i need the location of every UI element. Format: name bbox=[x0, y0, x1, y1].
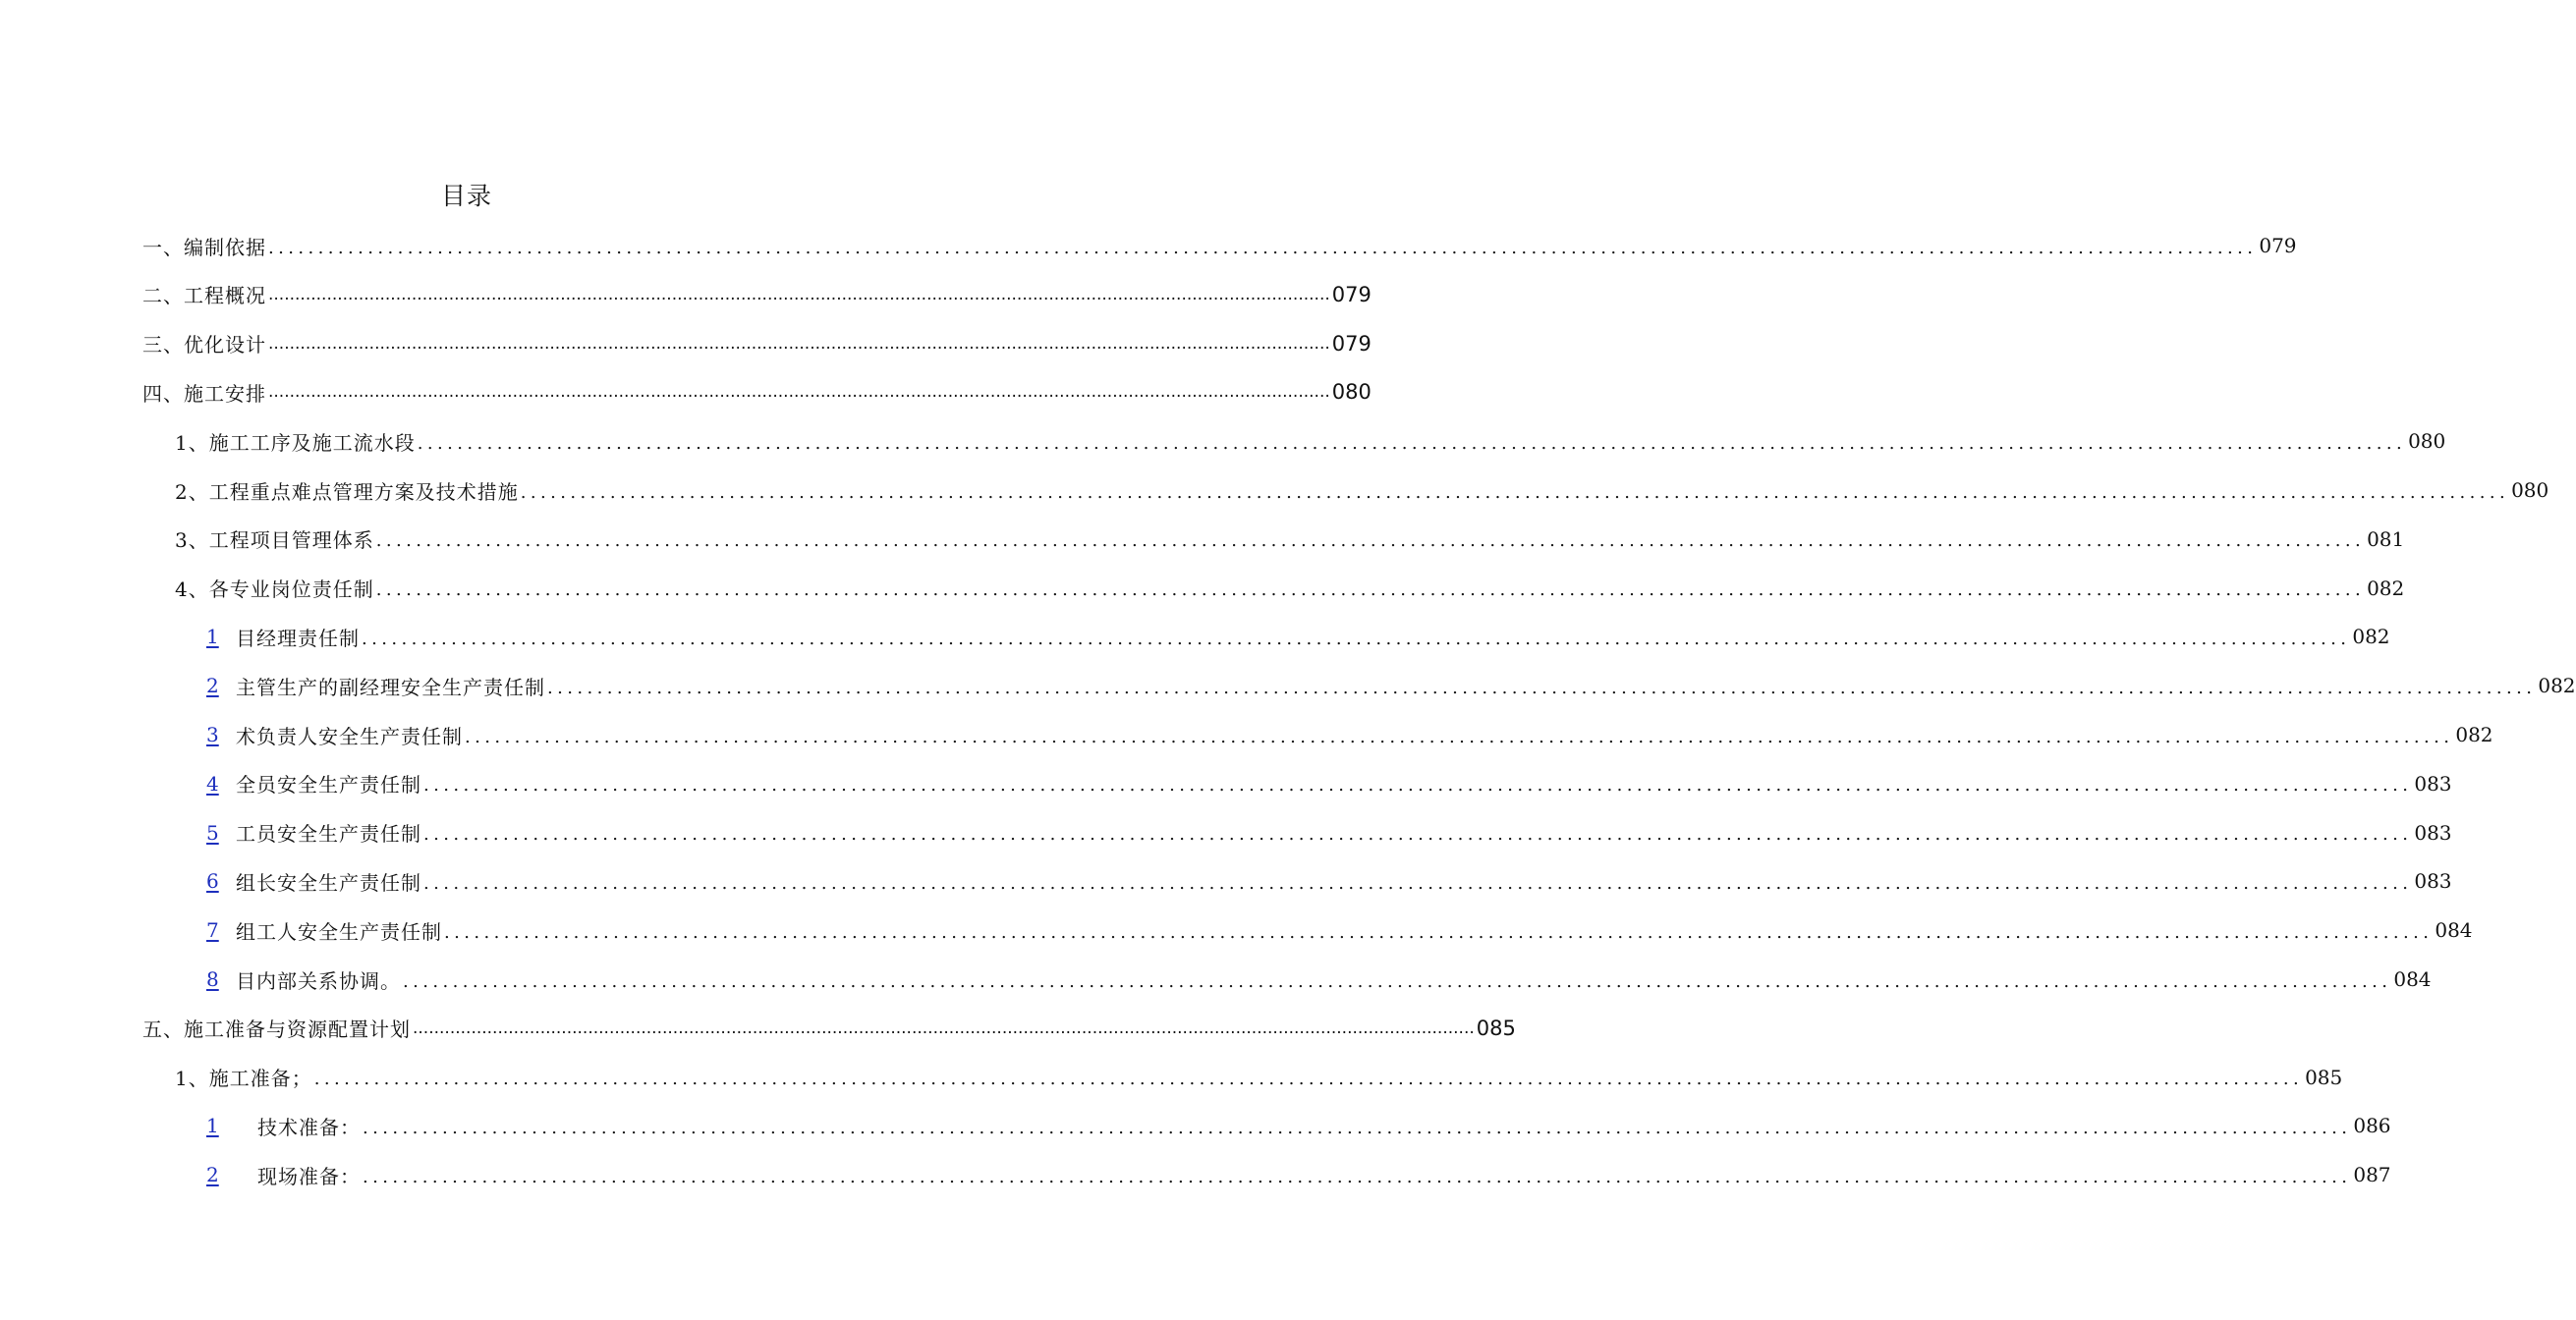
toc-entry[interactable] bbox=[142, 271, 1372, 318]
toc-entry-title: 三、优化设计 bbox=[142, 333, 266, 358]
toc-entry-title: 目内部关系协调。 bbox=[236, 968, 401, 993]
toc-entry-title: 技术准备： bbox=[257, 1115, 361, 1139]
toc-entry-title: 一、编制依据 bbox=[142, 235, 266, 259]
toc-entry[interactable] bbox=[206, 613, 2390, 660]
toc-title: 目录 bbox=[440, 182, 492, 210]
toc-entry-page-number: 082 bbox=[2538, 674, 2576, 698]
toc-entry[interactable] bbox=[142, 222, 2297, 269]
toc-entry[interactable] bbox=[175, 1054, 2343, 1101]
toc-entry-title: 3、工程项目管理体系 bbox=[175, 528, 374, 553]
toc-entry-page-number: 082 bbox=[2352, 625, 2390, 649]
toc-entry[interactable] bbox=[175, 467, 2549, 514]
toc-dot-leader: ........................................................................................................................................................................................................ bbox=[375, 530, 2366, 552]
toc-entry-page-number: 080 bbox=[2511, 478, 2549, 502]
toc-entry-title: 2、工程重点难点管理方案及技术措施 bbox=[175, 479, 519, 504]
toc-entry[interactable] bbox=[175, 565, 2405, 612]
toc-entry-title: 组工人安全生产责任制 bbox=[236, 919, 442, 944]
toc-dot-leader: ........................................................................................................................................................................................................ bbox=[423, 824, 2413, 846]
toc-dot-leader: ........................................................................................................................................................................................................ bbox=[375, 579, 2366, 601]
toc-entry-title: 目经理责任制 bbox=[236, 626, 360, 650]
toc-entry-page-number: 083 bbox=[2414, 820, 2452, 845]
toc-entry-number-link[interactable]: 1 bbox=[206, 1114, 219, 1138]
toc-entry-title: 术负责人安全生产责任制 bbox=[236, 724, 463, 748]
toc-entry-page-number: 087 bbox=[2353, 1163, 2391, 1187]
toc-entry-page-number: 085 bbox=[2305, 1065, 2343, 1089]
toc-dot-leader: ........................................................................................................................................................................................................ bbox=[413, 1018, 1475, 1038]
toc-entry-title: 二、工程概况 bbox=[142, 284, 266, 308]
toc-entry-title: 五、施工准备与资源配置计划 bbox=[142, 1018, 411, 1042]
toc-entry-page-number: 085 bbox=[1476, 1016, 1516, 1040]
toc-entry[interactable] bbox=[142, 368, 1372, 415]
toc-entry-page-number: 083 bbox=[2414, 869, 2452, 894]
toc-entry-page-number: 086 bbox=[2353, 1114, 2391, 1138]
toc-entry-title: 全员安全生产责任制 bbox=[236, 773, 421, 798]
toc-dot-leader: ........................................................................................................................................................................................................ bbox=[268, 284, 1330, 304]
toc-entry-page-number: 083 bbox=[2414, 771, 2452, 796]
toc-entry-page-number: 079 bbox=[2259, 234, 2297, 257]
toc-entry[interactable] bbox=[206, 956, 2432, 1003]
toc-entry-page-number: 084 bbox=[2393, 967, 2432, 991]
toc-entry-number-link[interactable]: 2 bbox=[206, 674, 219, 698]
toc-entry-number-link[interactable]: 6 bbox=[206, 869, 219, 894]
toc-entry-page-number: 080 bbox=[1331, 380, 1372, 405]
toc-entry-number-link[interactable]: 4 bbox=[206, 771, 219, 796]
toc-entry[interactable] bbox=[175, 417, 2446, 465]
toc-entry-page-number: 080 bbox=[2408, 429, 2446, 454]
toc-dot-leader: ........................................................................................................................................................................................................ bbox=[268, 382, 1330, 403]
toc-entry-title: 现场准备： bbox=[257, 1164, 361, 1188]
toc-entry-page-number: 081 bbox=[2367, 526, 2405, 551]
toc-entry[interactable] bbox=[206, 760, 2452, 807]
toc-dot-leader: ........................................................................................................................................................................................................ bbox=[362, 628, 2351, 649]
toc-entry[interactable] bbox=[142, 1005, 1516, 1052]
toc-dot-leader: ........................................................................................................................................................................................................ bbox=[403, 970, 2392, 992]
toc-entry[interactable] bbox=[206, 857, 2452, 905]
toc-dot-leader: ........................................................................................................................................................................................................ bbox=[363, 1117, 2352, 1138]
toc-dot-leader: ........................................................................................................................................................................................................ bbox=[313, 1069, 2304, 1090]
toc-entry-title: 1、施工准备； bbox=[175, 1067, 312, 1091]
toc-entry-number-link[interactable]: 7 bbox=[206, 918, 219, 943]
toc-entry-number-link[interactable]: 8 bbox=[206, 967, 219, 991]
toc-entry-page-number: 079 bbox=[1331, 282, 1372, 306]
toc-dot-leader: ........................................................................................................................................................................................................ bbox=[547, 677, 2537, 698]
toc-entry-page-number: 079 bbox=[1331, 331, 1372, 356]
toc-dot-leader: ........................................................................................................................................................................................................ bbox=[363, 1166, 2352, 1187]
toc-entry[interactable] bbox=[206, 907, 2473, 954]
toc-entry-number-link[interactable]: 3 bbox=[206, 723, 219, 746]
toc-entry-title: 四、施工安排 bbox=[142, 381, 266, 406]
toc-entry[interactable] bbox=[206, 662, 2576, 709]
toc-entry-page-number: 082 bbox=[2367, 576, 2405, 600]
toc-dot-leader: ........................................................................................................................................................................................................ bbox=[268, 237, 2258, 258]
toc-entry-page-number: 084 bbox=[2435, 918, 2473, 943]
toc-entry-number-link[interactable]: 5 bbox=[206, 820, 219, 845]
toc-entry-number-link[interactable]: 1 bbox=[206, 625, 219, 649]
toc-entry[interactable] bbox=[175, 516, 2405, 563]
toc-entry-title: 4、各专业岗位责任制 bbox=[175, 578, 374, 602]
toc-entry-title: 主管生产的副经理安全生产责任制 bbox=[236, 675, 545, 699]
toc-entry-number-link[interactable]: 2 bbox=[206, 1163, 219, 1187]
toc-entry-title: 工员安全生产责任制 bbox=[236, 822, 421, 847]
toc-dot-leader: ........................................................................................................................................................................................................ bbox=[423, 872, 2413, 894]
toc-dot-leader: ........................................................................................................................................................................................................ bbox=[417, 432, 2407, 454]
toc-entry[interactable] bbox=[142, 320, 1372, 367]
toc-dot-leader: ........................................................................................................................................................................................................ bbox=[268, 333, 1330, 354]
toc-entry[interactable] bbox=[206, 809, 2452, 856]
toc-dot-leader: ........................................................................................................................................................................................................ bbox=[465, 726, 2454, 747]
toc-dot-leader: ........................................................................................................................................................................................................ bbox=[444, 921, 2434, 943]
toc-entry[interactable] bbox=[206, 711, 2493, 758]
toc-entry-title: 组长安全生产责任制 bbox=[236, 870, 421, 895]
toc-dot-leader: ........................................................................................................................................................................................................ bbox=[423, 775, 2413, 797]
toc-entry-title: 1、施工工序及施工流水段 bbox=[175, 430, 416, 455]
toc-dot-leader: ........................................................................................................................................................................................................ bbox=[520, 481, 2510, 503]
toc-entry[interactable] bbox=[206, 1151, 2391, 1198]
toc-entry[interactable] bbox=[206, 1102, 2391, 1149]
toc-entry-page-number: 082 bbox=[2455, 723, 2493, 746]
